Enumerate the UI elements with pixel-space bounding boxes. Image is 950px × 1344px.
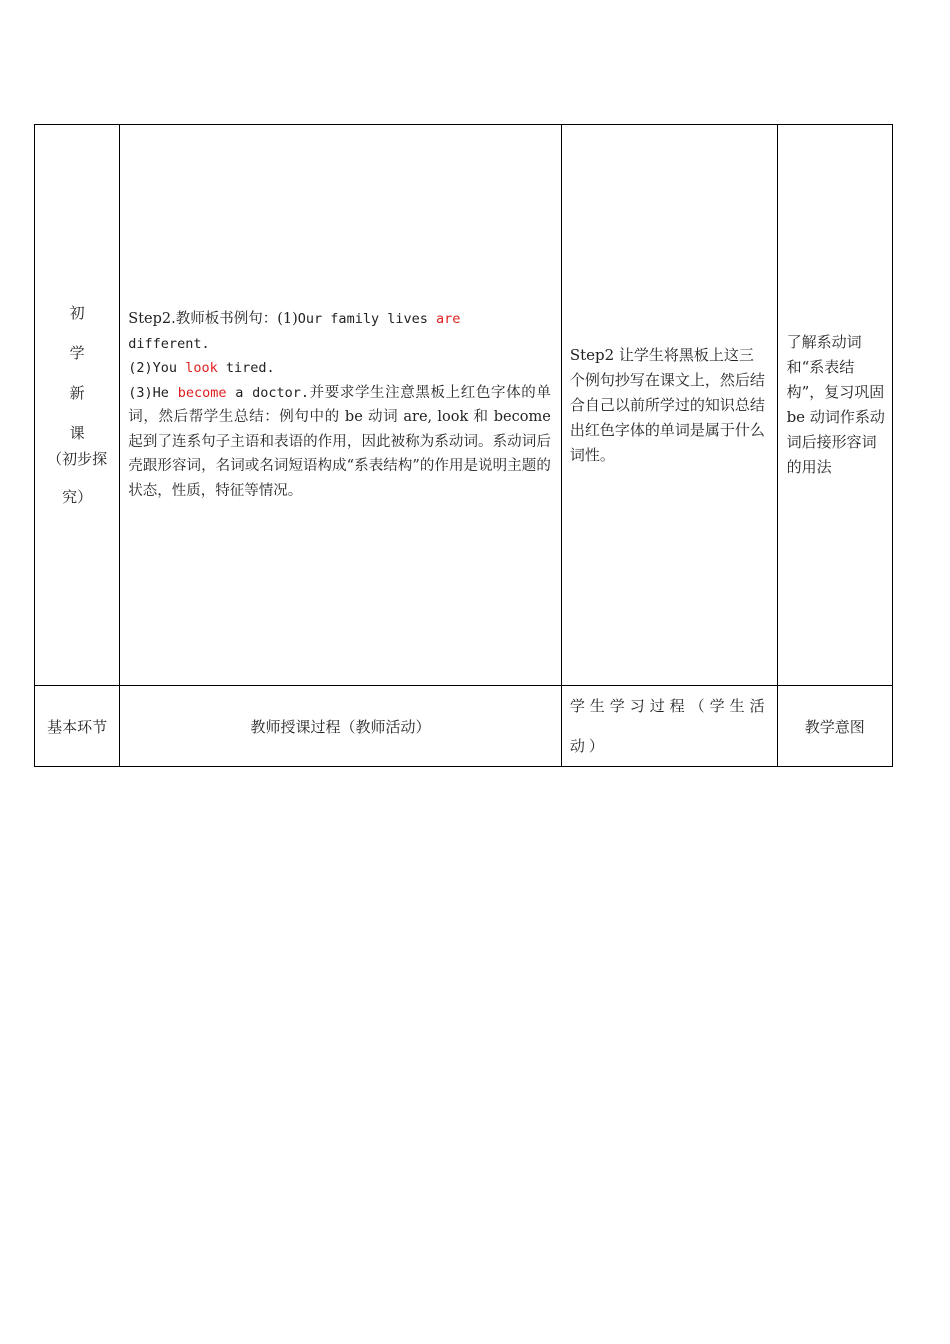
step-label: Step2.教师板书例句：(1) [128, 311, 298, 327]
stage-sub-line: （初步探 [47, 450, 108, 468]
lesson-stage-row [35, 125, 893, 686]
stage-char: 新 [69, 384, 85, 402]
teacher-activity-cell [120, 125, 562, 686]
stage-cell [35, 125, 120, 686]
lesson-plan-table [34, 124, 893, 767]
teacher-instruction: 并要求学生注意黑板上红色字体的单词，然后帮学生总结：例句中的 be 动词 are, look 和 become 起到了连系句子主语和表语的作用，因此被称为系动词。系动词后壳跟形容词，名词或名词短语构成“系表结构”的作用是说明主题的状态，性质，特征等情况。 [128, 384, 551, 499]
header-basic-stage: 基本环节 [35, 686, 120, 767]
stage-sub-line: 究） [62, 488, 93, 506]
highlight-word-are: are [435, 311, 461, 327]
header-teacher-process: 教师授课过程（教师活动） [120, 686, 562, 767]
teaching-intent-cell [777, 125, 892, 686]
stage-char: 初 [69, 304, 85, 322]
example-sentence-2-end: tired. [217, 360, 275, 376]
example-sentence-1: Our family lives [297, 311, 436, 327]
header-row [35, 686, 893, 767]
student-activity-text: Step2 让学生将黑板上这三个例句抄写在课文上，然后结合自己以前所学过的知识总结出红色字体的单词是属于什么词性。 [569, 345, 765, 464]
highlight-word-look: look [185, 360, 218, 376]
example-sentence-2: (2)You [128, 360, 186, 376]
example-sentence-1-end: different. [128, 335, 210, 352]
student-activity-cell [561, 125, 777, 686]
teaching-intent-text: 了解系动词和“系表结构”，复习巩固 be 动词作系动词后接形容词的用法 [786, 333, 885, 476]
teacher-activity-text [128, 307, 551, 503]
header-teaching-intent: 教学意图 [777, 686, 892, 767]
header-student-process: 学生学习过程（学生活动） [561, 686, 777, 767]
stage-char: 学 [69, 344, 85, 362]
example-sentence-3: (3)He [128, 384, 178, 401]
example-sentence-3-end: a doctor. [226, 384, 309, 401]
stage-char: 课 [69, 424, 85, 442]
highlight-word-become: become [177, 384, 227, 401]
